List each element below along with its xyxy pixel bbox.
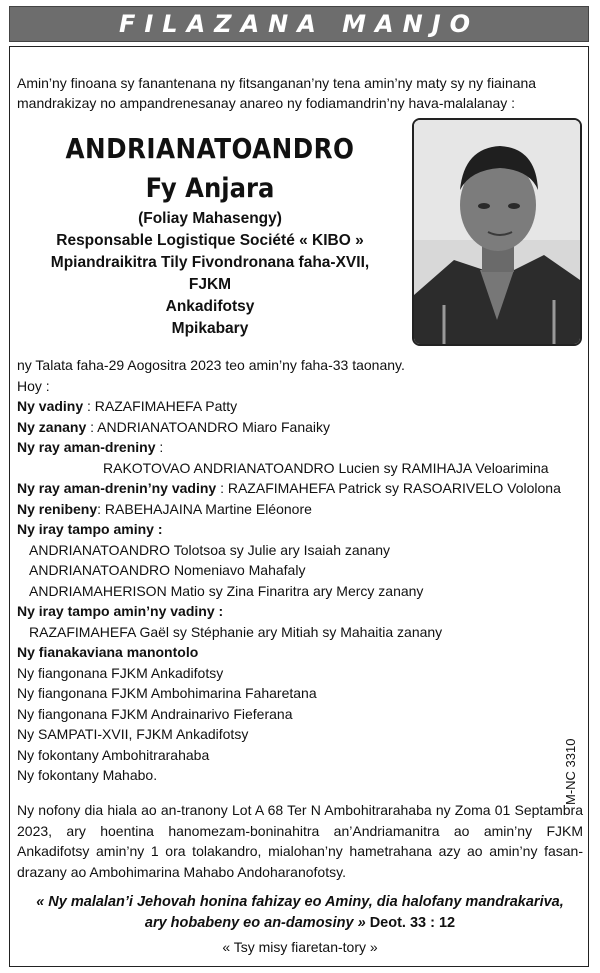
deceased-surname: ANDRIANATOANDRO bbox=[65, 132, 355, 165]
godmother-label: Ny renibeny bbox=[17, 500, 98, 517]
community-item: Ny fiangonana FJKM Andrainarivo Fieferana bbox=[17, 705, 293, 722]
header-banner bbox=[9, 6, 589, 42]
verse-citation: Deot. 33 : 12 bbox=[369, 915, 456, 931]
wife-sibling-item: RAZAFIMAHEFA Gaël sy Stéphanie ary Mitiah sy Mahaitia zanany bbox=[29, 623, 443, 640]
verse-line-1: « Ny malalan’i Jehovah honina fahizay eo Aminy, dia halofany mandrakariva, bbox=[36, 894, 564, 910]
wife-label: Ny vadiny bbox=[17, 398, 84, 414]
extended-family-label: Ny fianakaviana manontolo bbox=[17, 644, 199, 660]
community-item: Ny SAMPATI-XVII, FJKM Ankadifotsy bbox=[17, 726, 249, 742]
deceased-nickname: (Foliay Mahasengy) bbox=[138, 210, 282, 227]
child-line bbox=[17, 417, 583, 438]
verse-line-2-wrap bbox=[17, 913, 583, 934]
sibling-item: ANDRIANATOANDRO Nomeniavo Mahafaly bbox=[29, 562, 306, 578]
wife-siblings-label: Ny iray tampo amin’ny vadiny : bbox=[17, 603, 224, 619]
inlaws-label: Ny ray aman-drenin’ny vadiny bbox=[17, 480, 217, 496]
parents-line bbox=[17, 437, 583, 458]
parents-separator: : bbox=[155, 439, 164, 455]
verse-line-2: ary hobabeny eo an-damosiny » bbox=[144, 915, 366, 931]
godmother-line bbox=[17, 499, 583, 520]
closing-line: « Tsy misy fiaretan-tory » bbox=[222, 939, 378, 955]
deceased-church-role: Mpiandraikitra Tily Fivondronana faha-XVII, FJKM bbox=[50, 254, 370, 293]
sibling-item: ANDRIAMAHERISON Matio sy Zina Finaritra ary Mercy zanany bbox=[29, 582, 424, 599]
inlaws-line bbox=[17, 478, 583, 499]
child-label: Ny zanany bbox=[17, 418, 87, 435]
community-item: Ny fokontany Ambohitrarahaba bbox=[17, 746, 210, 763]
inlaws-value: : RAZAFIMAHEFA Patrick sy RASOARIVELO Vololona bbox=[216, 480, 561, 496]
deceased-name-block bbox=[40, 128, 380, 340]
reference-code-wrap bbox=[563, 735, 581, 805]
hoy-line: Hoy : bbox=[17, 377, 50, 394]
death-date-line: ny Talata faha-29 Aogositra 2023 teo amin’ny faha-33 taonany. bbox=[17, 357, 405, 373]
child-value: : ANDRIANATOANDRO Miaro Fanaiky bbox=[86, 418, 331, 435]
deceased-portrait-photo bbox=[412, 118, 582, 346]
funeral-details: Ny nofony dia hiala ao an-tranony Lot A 68 Ter N Ambohitrarahaba ny Zoma 01 Septambra 2023, ary hoentina hanomezam-boninahitra an’Andriamanitra ao amin’ny FJKM Ankadifotsy amin’ny 1 ora tolakandro, mialohan’ny hametrahana azy ao amin’ny fasan-drazany ao Ambohimarina Mahabo Andoharanofotsy. bbox=[17, 802, 583, 880]
community-item: Ny fokontany Mahabo. bbox=[17, 767, 158, 783]
bible-verse bbox=[17, 892, 583, 934]
reference-code: M-NC 3310 bbox=[563, 738, 578, 805]
community-item: Ny fiangonana FJKM Ankadifotsy bbox=[17, 664, 224, 681]
parents-value: RAKOTOVAO ANDRIANATOANDRO Lucien sy RAMIHAJA Veloarimina bbox=[103, 459, 549, 476]
parents-label: Ny ray aman-dreniny bbox=[17, 439, 156, 455]
deceased-firstname: Fy Anjara bbox=[145, 173, 275, 204]
godmother-value: : RABEHAJAINA Martine Eléonore bbox=[97, 500, 312, 517]
deceased-origin: Mpikabary bbox=[171, 320, 249, 337]
deceased-role: Responsable Logistique Société « KIBO » bbox=[56, 232, 364, 249]
family-section bbox=[17, 355, 583, 786]
wife-line bbox=[17, 396, 583, 417]
banner-title: FILAZANA MANJO bbox=[118, 10, 480, 38]
deceased-church-place: Ankadifotsy bbox=[165, 298, 255, 315]
sibling-item: ANDRIANATOANDRO Tolotsoa sy Julie ary Isaiah zanany bbox=[29, 541, 391, 558]
siblings-label: Ny iray tampo aminy : bbox=[17, 521, 163, 537]
wife-value: : RAZAFIMAHEFA Patty bbox=[83, 398, 238, 414]
community-item: Ny fiangonana FJKM Ambohimarina Faharetana bbox=[17, 685, 317, 701]
intro-paragraph: Amin’ny finoana sy fanantenana ny fitsanganan’ny tena amin’ny maty sy ny fiainana mandrakizay no ampandrenesanay anareo ny fodiamandrin’ny hava-malalanay : bbox=[17, 75, 537, 111]
